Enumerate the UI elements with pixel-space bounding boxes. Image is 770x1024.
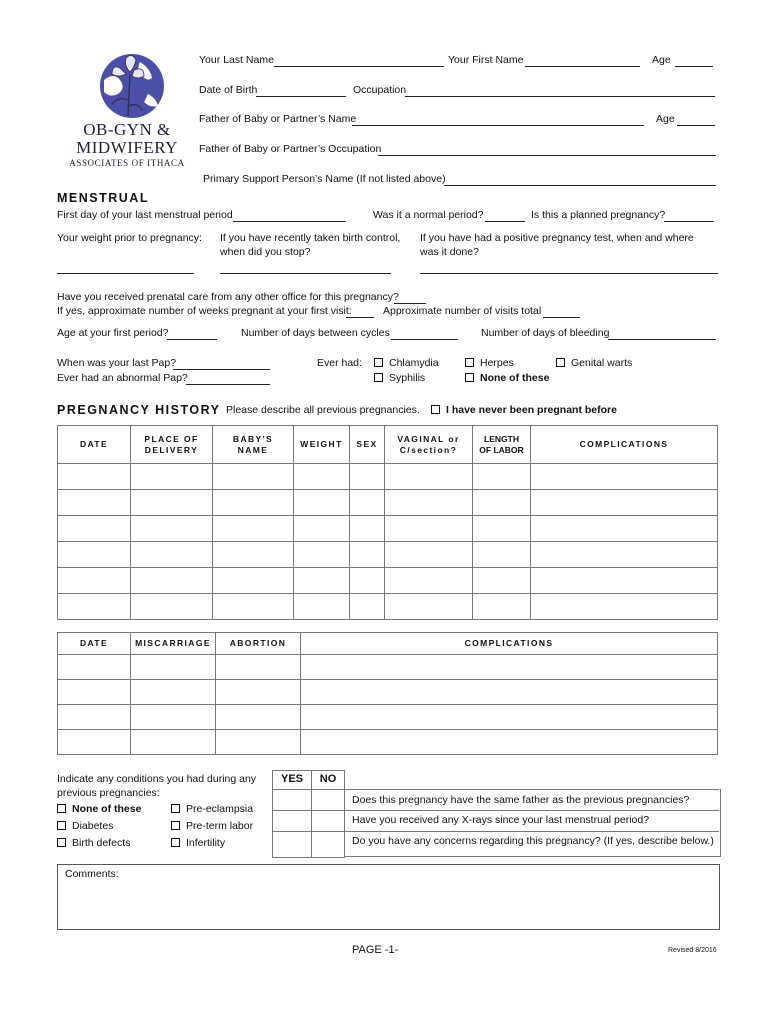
positive-test-label-2: was it done? <box>420 246 479 258</box>
planned-pregnancy-field[interactable] <box>664 211 714 222</box>
abnormal-pap-label: Ever had an abnormal Pap? <box>57 372 188 384</box>
question-same-father: Does this pregnancy have the same father as the previous pregnancies? <box>352 794 690 806</box>
checkbox-icon[interactable] <box>57 838 66 847</box>
visits-total-label: Approximate number of visits total <box>383 305 542 317</box>
dob-label: Date of Birth <box>199 84 258 96</box>
col-sex: SEX <box>350 426 385 464</box>
first-period-age-label: Age at your first period? <box>57 327 169 339</box>
positive-test-field[interactable] <box>420 263 718 274</box>
menstrual-section-title: MENSTRUAL <box>57 191 149 205</box>
days-bleeding-label: Number of days of bleeding <box>481 327 610 339</box>
answer-yes-3[interactable] <box>272 831 311 856</box>
father-age-field[interactable] <box>677 115 715 126</box>
table-header-row <box>58 633 718 655</box>
conditions-none-label: None of these <box>72 803 142 815</box>
abnormal-pap-field[interactable] <box>186 374 270 385</box>
infertility-label: Infertility <box>186 837 226 849</box>
herpes-label: Herpes <box>480 357 514 369</box>
table-row[interactable] <box>58 730 718 755</box>
preterm-label: Pre-term labor <box>186 820 254 832</box>
birth-defects-option[interactable] <box>57 837 130 849</box>
checkbox-icon[interactable] <box>465 358 474 367</box>
question-concerns: Do you have any concerns regarding this pregnancy? (If yes, describe below.) <box>352 835 714 847</box>
ever-had-label: Ever had: <box>317 357 362 369</box>
logo-line-1: OB-GYN & <box>83 120 171 139</box>
col-complications: COMPLICATIONS <box>301 633 718 655</box>
col-length-of-labor: LENGTH OF LABOR <box>473 426 531 464</box>
pregnancy-history-title: PREGNANCY HISTORY <box>57 403 221 417</box>
occupation-label: Occupation <box>353 84 407 96</box>
birth-control-label-1: If you have recently taken birth control, <box>220 232 401 244</box>
col-weight: WEIGHT <box>294 426 350 464</box>
visits-total-field[interactable] <box>543 307 580 318</box>
support-person-field[interactable] <box>444 175 716 186</box>
weeks-first-visit-field[interactable] <box>346 307 374 318</box>
checkbox-icon[interactable] <box>465 373 474 382</box>
table-row[interactable] <box>58 490 718 516</box>
last-name-label: Your Last Name <box>199 54 274 66</box>
no-header: NO <box>319 773 337 785</box>
table-row[interactable] <box>58 516 718 542</box>
chlamydia-label: Chlamydia <box>389 357 439 369</box>
yes-no-questions <box>272 770 719 858</box>
infertility-option[interactable] <box>171 837 225 849</box>
first-day-field[interactable] <box>233 211 346 222</box>
checkbox-icon[interactable] <box>57 821 66 830</box>
father-name-label: Father of Baby or Partner’s Name <box>199 113 357 125</box>
days-bleeding-field[interactable] <box>608 329 716 340</box>
checkbox-icon[interactable] <box>171 821 180 830</box>
preterm-option[interactable] <box>171 820 253 832</box>
days-between-field[interactable] <box>391 329 458 340</box>
col-vaginal-csection: VAGINAL or C/section? <box>385 426 473 464</box>
father-occupation-label: Father of Baby or Partner’s Occupation <box>199 143 382 155</box>
yes-header: YES <box>280 773 303 785</box>
comments-label: Comments: <box>65 868 119 880</box>
pregnancy-history-instruction: Please describe all previous pregnancies. <box>226 404 420 416</box>
birth-defects-label: Birth defects <box>72 837 131 849</box>
table-row[interactable] <box>58 680 718 705</box>
question-xrays: Have you received any X-rays since your last menstrual period? <box>352 814 650 826</box>
iris-globe-icon <box>90 50 170 122</box>
table-row[interactable] <box>58 705 718 730</box>
col-complications: COMPLICATIONS <box>531 426 718 464</box>
herpes-option[interactable] <box>465 357 514 369</box>
answer-yes-2[interactable] <box>272 810 311 831</box>
revised-date: Revised 8/2016 <box>668 947 717 954</box>
col-miscarriage: MISCARRIAGE <box>131 633 216 655</box>
practice-logo <box>62 50 192 175</box>
answer-yes-1[interactable] <box>272 789 311 810</box>
comments-box[interactable] <box>57 864 720 930</box>
checkbox-icon[interactable] <box>171 804 180 813</box>
positive-test-label-1: If you have had a positive pregnancy test, when and where <box>420 232 694 244</box>
answer-no-2[interactable] <box>311 810 344 831</box>
table-header-row <box>58 426 718 464</box>
genital-warts-option[interactable] <box>556 357 632 369</box>
syphilis-label: Syphilis <box>389 372 426 384</box>
preeclampsia-option[interactable] <box>171 803 253 815</box>
none-of-these-std-label: None of these <box>480 372 550 384</box>
normal-period-label: Was it a normal period? <box>373 209 484 221</box>
checkbox-icon[interactable] <box>57 804 66 813</box>
answer-no-1[interactable] <box>311 789 344 810</box>
last-pap-field[interactable] <box>173 359 270 370</box>
diabetes-option[interactable] <box>57 820 113 832</box>
table-row[interactable] <box>58 464 718 490</box>
conditions-intro-2: previous pregnancies: <box>57 787 160 799</box>
checkbox-icon[interactable] <box>556 358 565 367</box>
occupation-field[interactable] <box>405 86 715 97</box>
conditions-intro-1: Indicate any conditions you had during any <box>57 773 257 785</box>
logo-line-3: ASSOCIATES OF ITHACA <box>69 158 185 168</box>
birth-control-field[interactable] <box>220 263 391 274</box>
syphilis-option[interactable] <box>374 372 425 384</box>
col-place-of-delivery: PLACE OF DELIVERY <box>131 426 213 464</box>
genital-warts-label: Genital warts <box>571 357 633 369</box>
pregnancy-loss-table <box>57 632 718 755</box>
preeclampsia-label: Pre-eclampsia <box>186 803 254 815</box>
diabetes-label: Diabetes <box>72 820 114 832</box>
days-between-label: Number of days between cycles <box>241 327 390 339</box>
age-field[interactable] <box>675 56 713 67</box>
table-row[interactable] <box>58 655 718 680</box>
weight-prior-label: Your weight prior to pregnancy: <box>57 232 202 244</box>
father-name-field[interactable] <box>352 115 644 126</box>
never-pregnant-option[interactable] <box>431 404 617 416</box>
prenatal-other-label: Have you received prenatal care from any other office for this pregnancy? <box>57 291 399 303</box>
first-name-field[interactable] <box>525 56 640 67</box>
prenatal-other-field[interactable] <box>394 293 426 304</box>
conditions-none-option[interactable] <box>57 803 141 815</box>
checkbox-icon[interactable] <box>374 358 383 367</box>
father-age-label: Age <box>656 113 675 125</box>
normal-period-field[interactable] <box>485 211 525 222</box>
checkbox-icon[interactable] <box>374 373 383 382</box>
col-date: DATE <box>58 426 131 464</box>
table-row[interactable] <box>58 542 718 568</box>
page-number: PAGE -1- <box>352 944 399 956</box>
age-label: Age <box>652 54 671 66</box>
weight-prior-field[interactable] <box>57 263 194 274</box>
pregnancy-history-table <box>57 425 718 620</box>
support-person-label: Primary Support Person’s Name (If not listed above) <box>203 173 446 185</box>
logo-line-2: MIDWIFERY <box>76 138 178 157</box>
col-babys-name: BABY'S NAME <box>213 426 294 464</box>
planned-pregnancy-label: Is this a planned pregnancy? <box>531 209 666 221</box>
weeks-first-visit-label: If yes, approximate number of weeks pregnant at your first visit: <box>57 305 352 317</box>
birth-control-label-2: when did you stop? <box>220 246 311 258</box>
table-row[interactable] <box>58 594 718 620</box>
never-pregnant-label: I have never been pregnant before <box>446 404 617 416</box>
dob-field[interactable] <box>256 86 346 97</box>
col-date: DATE <box>58 633 131 655</box>
table-row[interactable] <box>58 568 718 594</box>
chlamydia-option[interactable] <box>374 357 439 369</box>
last-pap-label: When was your last Pap? <box>57 357 177 369</box>
first-name-label: Your First Name <box>448 54 524 66</box>
first-period-age-field[interactable] <box>167 329 217 340</box>
last-name-field[interactable] <box>274 56 444 67</box>
first-day-label: First day of your last menstrual period <box>57 209 233 221</box>
answer-no-3[interactable] <box>311 831 344 856</box>
col-abortion: ABORTION <box>216 633 301 655</box>
checkbox-icon[interactable] <box>431 405 440 414</box>
none-of-these-std-option[interactable] <box>465 372 549 384</box>
checkbox-icon[interactable] <box>171 838 180 847</box>
father-occupation-field[interactable] <box>378 145 716 156</box>
